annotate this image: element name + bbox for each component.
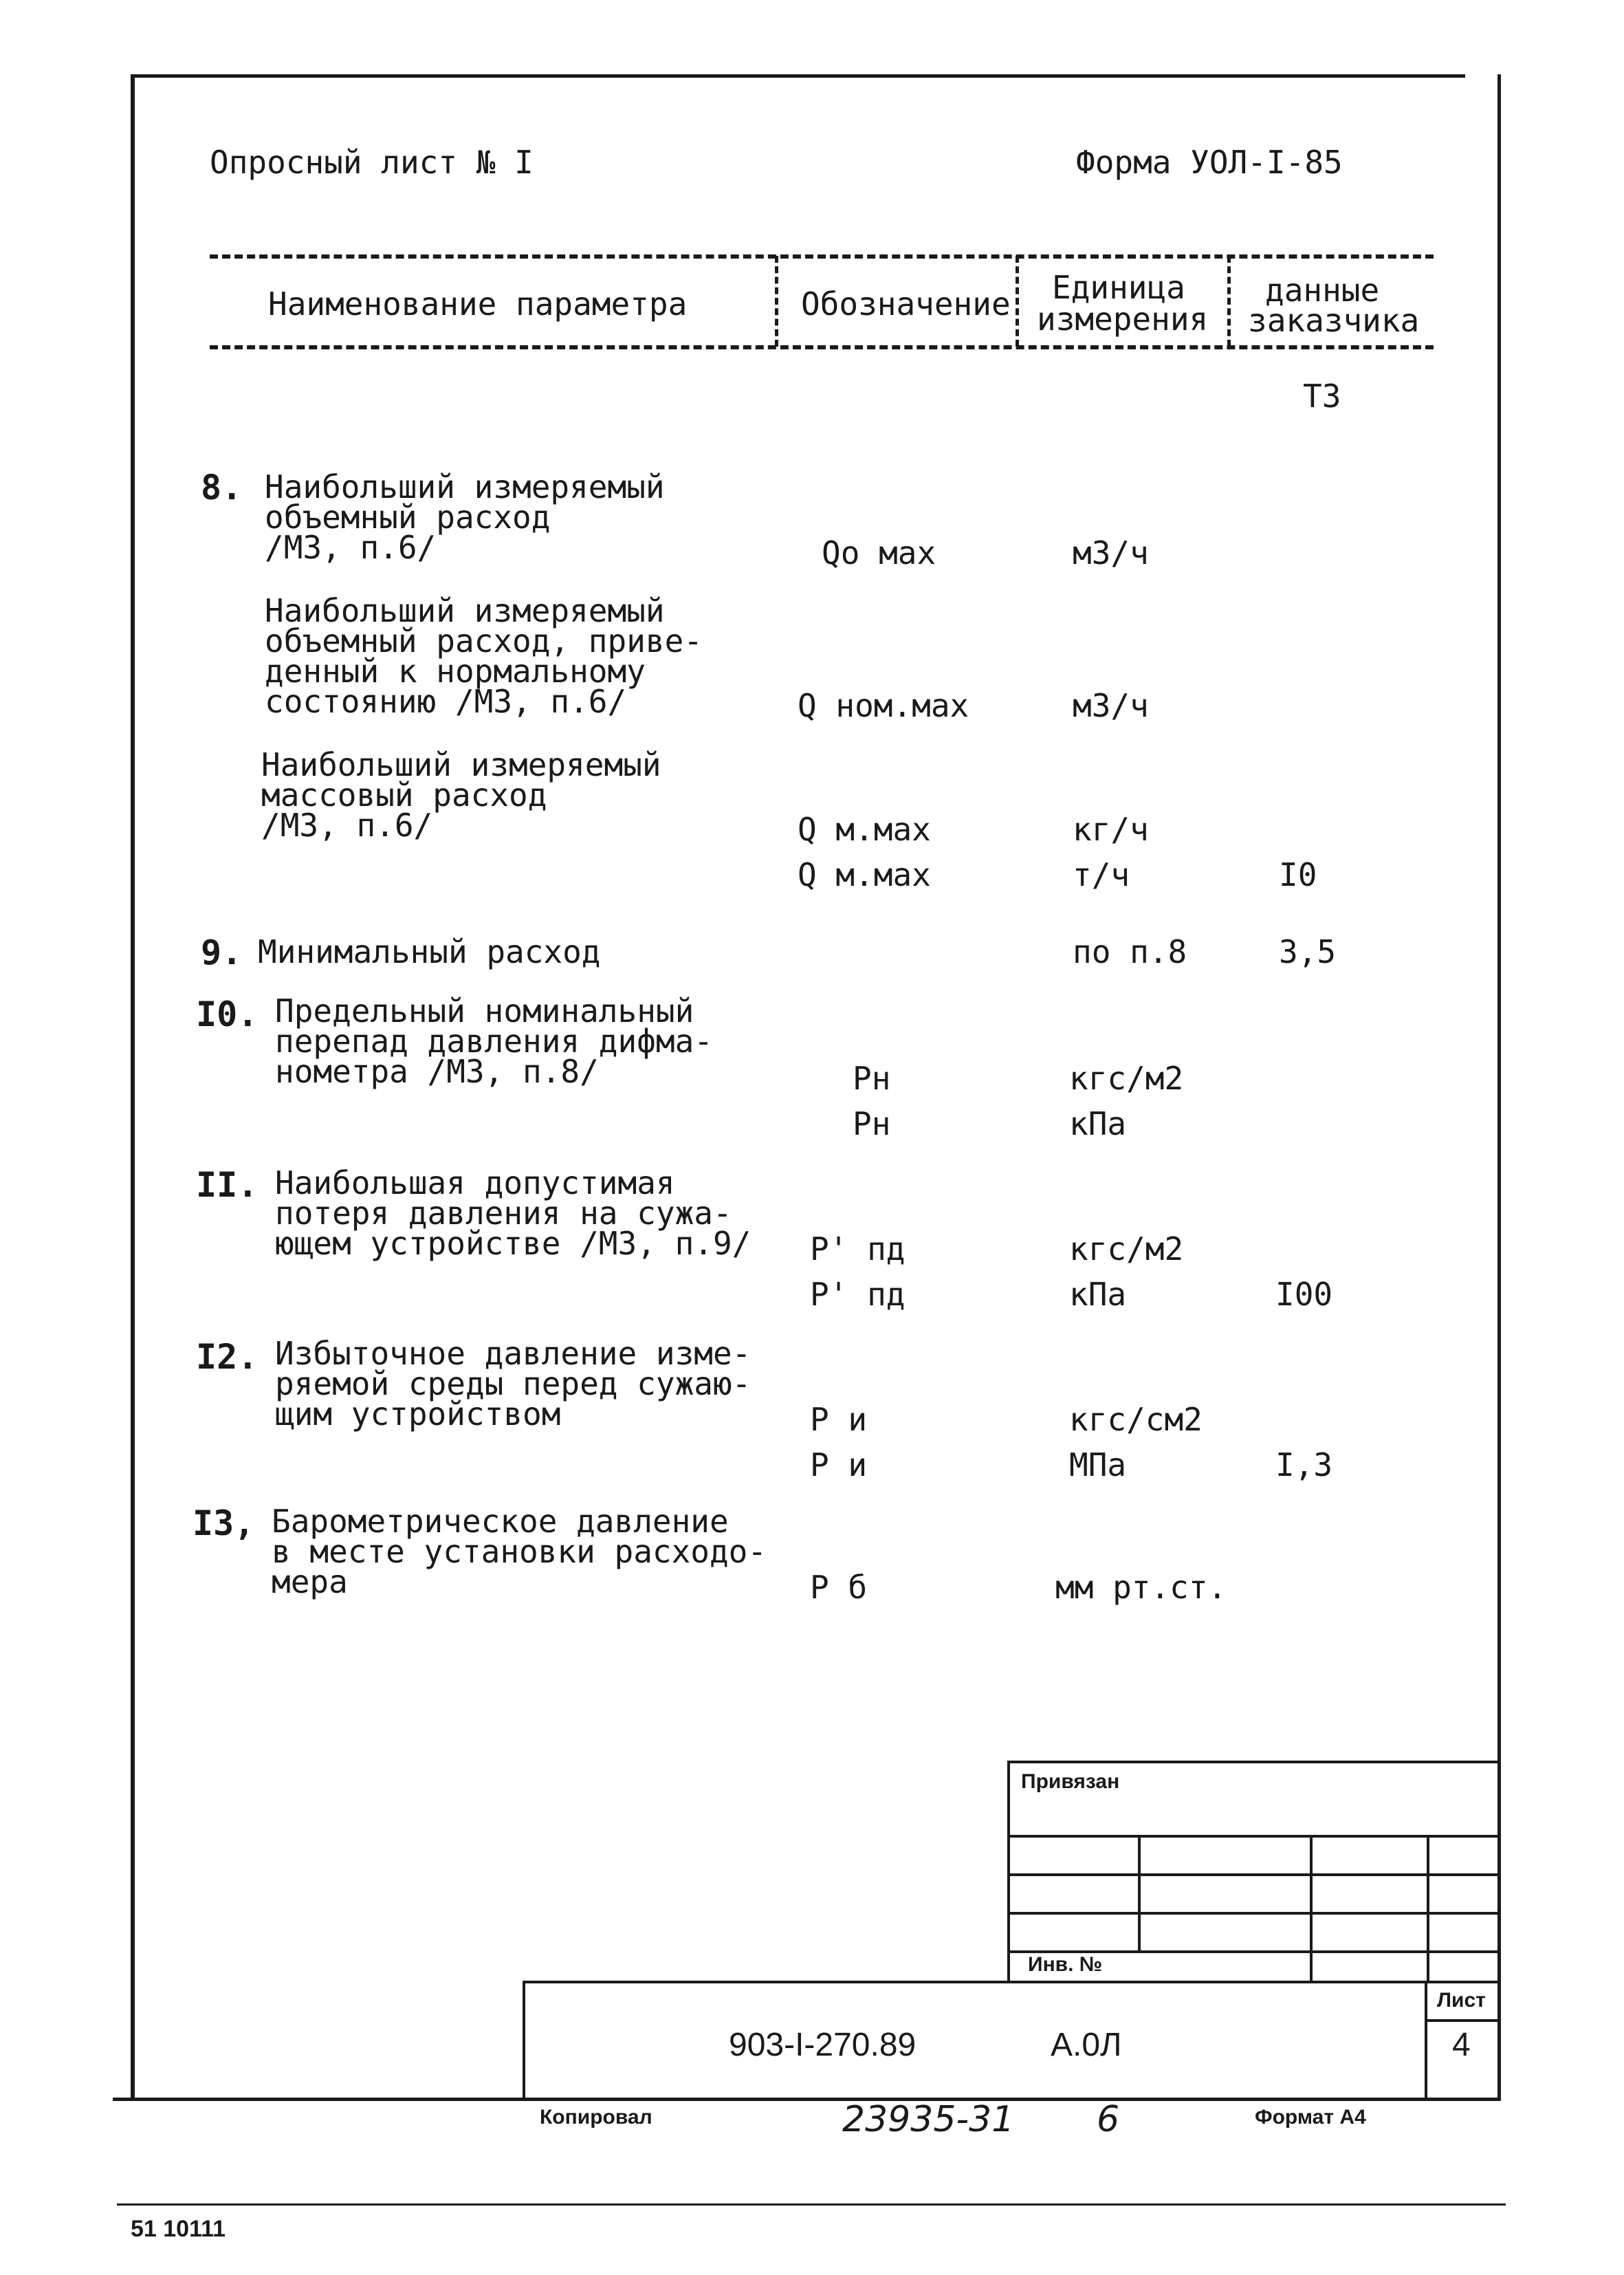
row-8b-text: Наибольший измеряемый объемный расход, приве- денный к нормальному состоянию /МЗ, п.6/: [265, 592, 703, 720]
header-bottom-rule: [210, 345, 1434, 349]
row-10-unit-1: кгс/м2: [1069, 1060, 1184, 1097]
handwritten-number: 23935-31: [842, 2099, 1015, 2140]
row-11-text: Наибольшая допустимая потеря давления на сужа- ющем устройстве /МЗ, п.9/: [275, 1164, 751, 1262]
row-12-text: Избыточное давление изме- ряемой среды перед сужаю- щим устройством: [275, 1335, 751, 1433]
row-10-symbol-2: Рн: [853, 1105, 891, 1142]
form-code: Форма УОЛ-I-85: [1076, 144, 1343, 181]
row-8-number: 8.: [201, 468, 243, 508]
bottom-rule: [117, 2203, 1506, 2206]
row-11-symbol-1: Р' пд: [810, 1230, 906, 1267]
row-12-symbol-2: Р и: [810, 1446, 868, 1483]
col-header-symbol: Обозначение: [801, 285, 1011, 323]
col-header-unit-1: Единица: [1052, 269, 1185, 306]
row-8c-text: Наибольший измеряемый массовый расход /МЗ, п.6/: [261, 746, 661, 844]
row-10-number: I0.: [196, 994, 259, 1034]
row-12-symbol-1: Р и: [810, 1401, 868, 1438]
row-10-symbol-1: Рн: [853, 1060, 891, 1097]
col-header-param: Наименование параметра: [268, 285, 688, 323]
row-12-value-2: I,3: [1275, 1446, 1333, 1483]
stamp-row-line-3: [1007, 1912, 1497, 1915]
kopiroval-label: Копировал: [540, 2106, 652, 2129]
row-8c-unit-2: т/ч: [1073, 856, 1130, 893]
sheet-title: Опросный лист № I: [210, 144, 534, 181]
handwritten-number-2: 6: [1097, 2099, 1120, 2140]
row-8-symbol: Qо мах: [822, 534, 936, 572]
stamp-privyazan-label: Привязан: [1021, 1770, 1120, 1793]
row-8c-value-2: I0: [1279, 856, 1317, 893]
row-11-symbol-2: Р' пд: [810, 1276, 906, 1313]
row-11-unit-2: кПа: [1069, 1276, 1127, 1313]
row-13-symbol: Р б: [810, 1569, 868, 1606]
title-block: [523, 1981, 1498, 2100]
row-8-unit: м3/ч: [1073, 534, 1149, 572]
frame-left: [131, 74, 135, 2100]
bottom-code: 51 10111: [131, 2216, 226, 2242]
header-top-rule: [210, 254, 1434, 259]
row-12-unit-1: кгс/см2: [1069, 1401, 1203, 1438]
col-header-data-2: заказчика: [1248, 302, 1420, 339]
title-block-sheet-label-line: [1425, 2019, 1497, 2022]
row-11-unit-1: кгс/м2: [1069, 1230, 1184, 1267]
row-8c-symbol-1: Q м.мах: [798, 811, 931, 848]
stamp-row-line-2: [1007, 1873, 1497, 1876]
stamp-col-line-3: [1427, 1835, 1429, 1983]
row-13-number: I3,: [193, 1503, 255, 1543]
row-9-number: 9.: [201, 933, 243, 972]
row-9-unit: по п.8: [1073, 933, 1187, 970]
row-13-unit: мм рт.ст.: [1055, 1569, 1227, 1606]
row-10-text: Предельный номинальный перепад давления дифма- нометра /МЗ, п.8/: [275, 992, 713, 1090]
frame-top: [135, 74, 1465, 78]
format-label: Формат А4: [1255, 2106, 1366, 2129]
stamp-inv-label: Инв. №: [1028, 1953, 1103, 1976]
doc-suffix: А.0Л: [1051, 2027, 1122, 2063]
row-10-unit-2: кПа: [1069, 1105, 1127, 1142]
sheet-number: 4: [1452, 2027, 1471, 2063]
row-8b-symbol: Q ном.мах: [798, 687, 969, 724]
title-block-sheet-divider: [1425, 1981, 1427, 2099]
ts-label: ТЗ: [1303, 378, 1341, 415]
stamp-col-line-1: [1138, 1835, 1141, 1952]
sheet-label: Лист: [1437, 1989, 1486, 2012]
col-header-data-1: данные: [1265, 272, 1380, 309]
row-8c-unit-1: кг/ч: [1073, 811, 1149, 848]
row-11-number: II.: [196, 1165, 259, 1205]
row-8-text: Наибольший измеряемый объемный расход /МЗ, п.6/: [265, 468, 665, 566]
row-8b-unit: м3/ч: [1073, 687, 1149, 724]
row-12-number: I2.: [196, 1337, 259, 1377]
row-8c-symbol-2: Q м.мах: [798, 856, 931, 893]
row-13-text: Барометрическое давление в месте установки расходо- мера: [272, 1503, 767, 1600]
doc-code: 903-I-270.89: [729, 2027, 917, 2063]
row-9-text: Минимальный расход: [258, 933, 601, 970]
stamp-col-line-2: [1310, 1835, 1313, 1983]
stamp-row-line-1: [1007, 1835, 1497, 1838]
row-11-value-2: I00: [1275, 1276, 1333, 1313]
row-12-unit-2: МПа: [1069, 1446, 1127, 1483]
col-header-unit-2: измерения: [1037, 301, 1209, 338]
col-sep-2: [1016, 256, 1019, 347]
col-sep-3: [1227, 256, 1231, 347]
col-sep-1: [775, 256, 778, 347]
row-9-value: 3,5: [1279, 933, 1337, 970]
